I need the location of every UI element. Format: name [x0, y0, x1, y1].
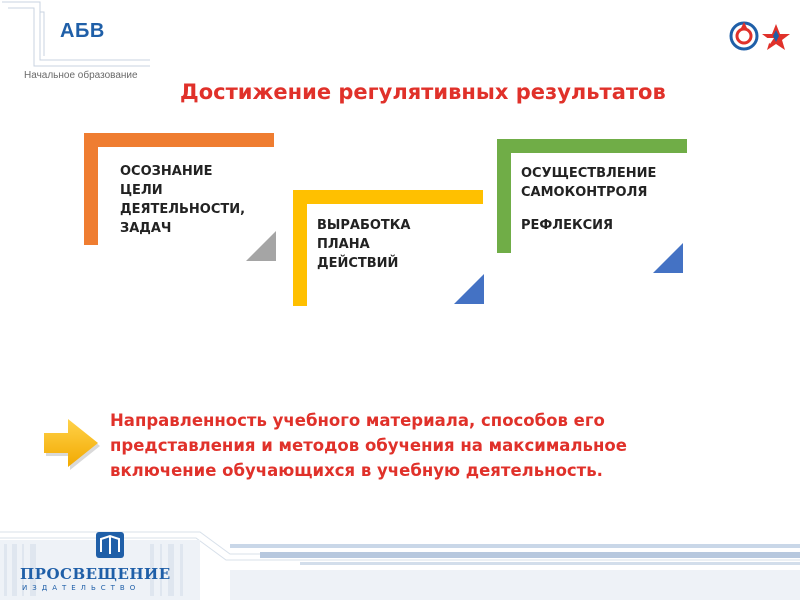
corner-triangle-icon — [653, 243, 683, 273]
emblems-icon — [728, 18, 794, 54]
corner-triangle-icon — [454, 274, 484, 304]
step-card-2 — [293, 190, 490, 308]
step-1-line: ДЕЯТЕЛЬНОСТИ, — [120, 202, 246, 217]
publisher-subtitle: ИЗДАТЕЛЬСТВО — [22, 584, 141, 592]
step-3-text — [521, 164, 691, 202]
step-1-left-bar — [84, 133, 98, 245]
step-3-left-bar — [497, 139, 511, 253]
step-1-line: ЗАДАЧ — [120, 221, 172, 236]
step-1-top-bar — [84, 133, 274, 147]
step-3-line: САМОКОНТРОЛЯ — [521, 185, 648, 200]
step-2-line: ДЕЙСТВИЙ — [317, 256, 399, 271]
corner-triangle-icon — [246, 231, 276, 261]
step-card-3 — [497, 139, 691, 275]
step-3-line: ОСУЩЕСТВЛЕНИЕ — [521, 166, 657, 181]
arrow-right-icon — [40, 413, 104, 473]
summary-note — [110, 408, 750, 483]
publisher-name: ПРОСВЕЩЕНИЕ — [20, 565, 171, 583]
step-1-line: ЦЕЛИ — [120, 183, 163, 198]
step-2-top-bar — [293, 190, 483, 204]
step-2-text — [317, 216, 467, 273]
step-2-line: ПЛАНА — [317, 237, 370, 252]
step-3-top-bar — [497, 139, 687, 153]
step-1-text — [120, 162, 280, 238]
step-card-1 — [84, 133, 278, 263]
header-subtitle: Начальное образование — [24, 70, 138, 81]
note-line: включение обучающихся в учебную деятельность. — [110, 461, 603, 480]
step-2-line: ВЫРАБОТКА — [317, 218, 411, 233]
abv-logo: АБВ — [60, 20, 105, 42]
page-title: Достижение регулятивных результатов — [180, 80, 666, 104]
publisher-logo-icon — [96, 532, 124, 558]
note-line: представления и методов обучения на максимальное — [110, 436, 627, 455]
step-2-left-bar — [293, 190, 307, 306]
step-1-line: ОСОЗНАНИЕ — [120, 164, 213, 179]
step-3-extra: РЕФЛЕКСИЯ — [521, 218, 614, 233]
note-line: Направленность учебного материала, способов его — [110, 411, 605, 430]
